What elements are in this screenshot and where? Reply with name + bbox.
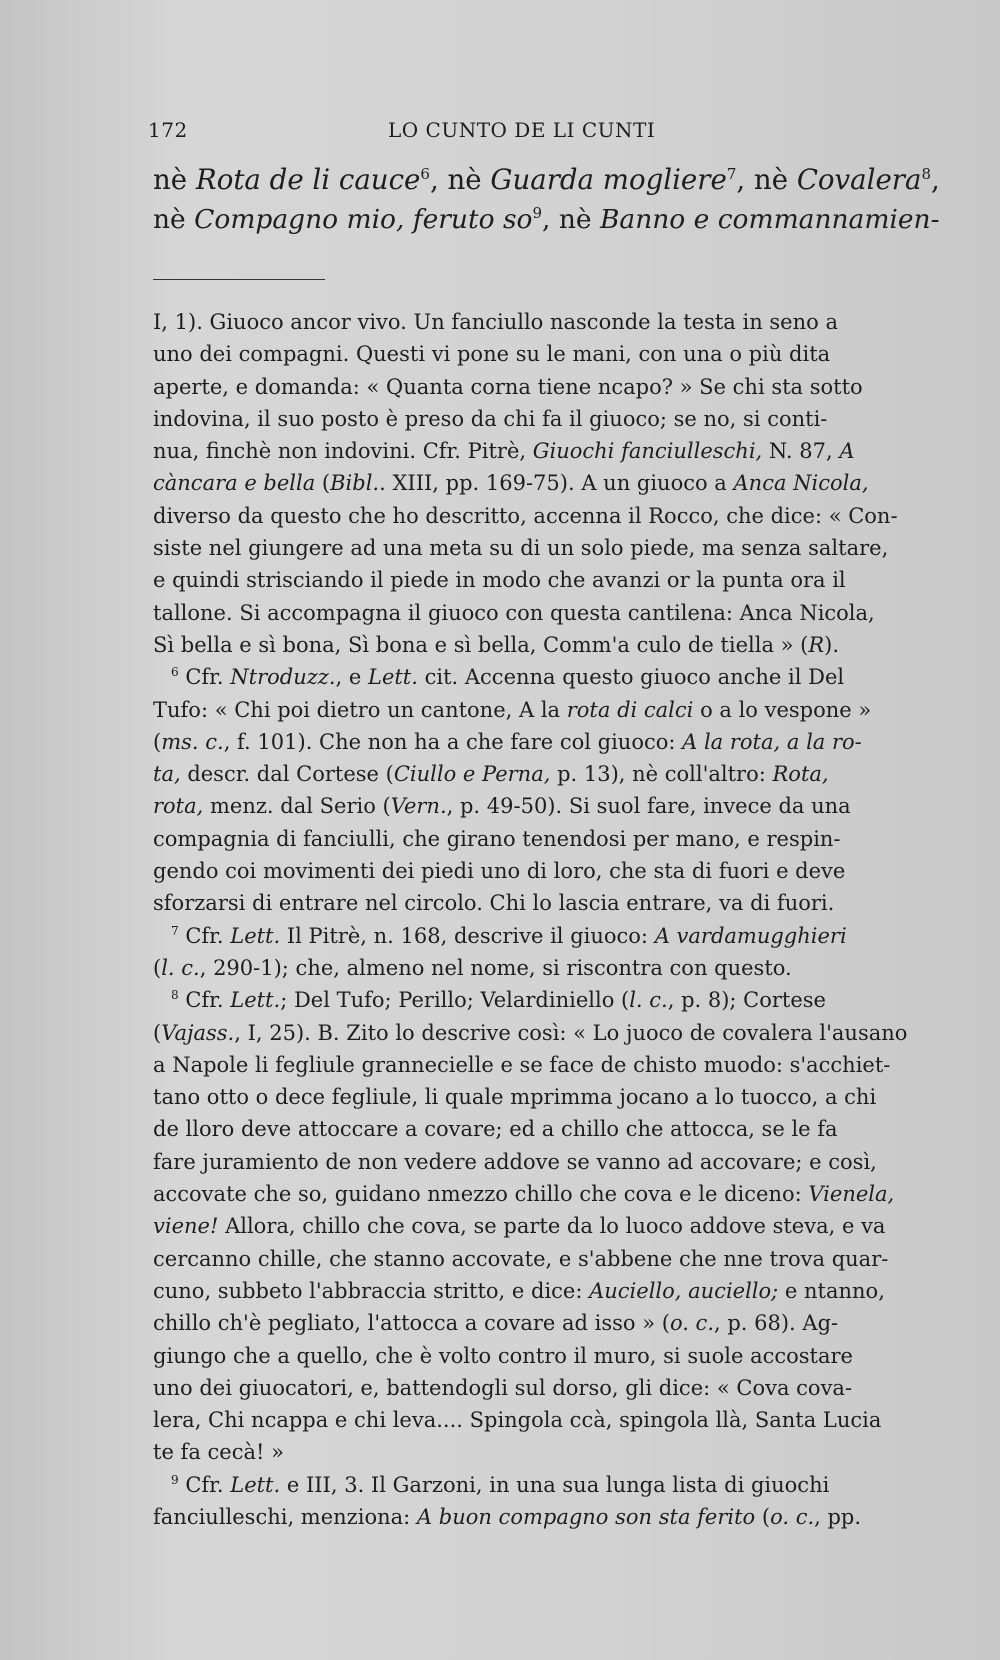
- footnote-line: gendo coi movimenti dei piedi uno di loro, che sta di fuori e deve: [153, 859, 846, 884]
- footnote-9: $^9$ Cfr. Lett. e III, 3. Il Garzoni, in una sua lunga lista di giuochi: [171, 1472, 830, 1497]
- footnote-mark: 7: [171, 923, 179, 938]
- footnote-line: nua, finchè non indovini. Cfr. Pitrè, Giuochi fanciulleschi, N. 87, A: [153, 439, 855, 464]
- main-text: [153, 160, 943, 240]
- footnote-line: uno dei giuocatori, e, battendogli sul dorso, gli dice: « Cova cova-: [153, 1375, 853, 1400]
- footnote-ref: 9: [532, 204, 543, 223]
- footnote-line: fanciulleschi, menziona: A buon compagno son sta ferito (o. c., pp.: [153, 1504, 862, 1529]
- footnote-mark: 8: [171, 988, 179, 1003]
- footnote-line: te fa cecà! »: [153, 1440, 284, 1465]
- footnote-line: (Vajass., I, 25). B. Zito lo descrive così: « Lo juoco de covalera l'ausano: [153, 1020, 908, 1045]
- footnote-ref: 6: [420, 164, 430, 183]
- running-title: LO CUNTO DE LI CUNTI: [388, 118, 656, 142]
- footnote-line: (ms. c., f. 101). Che non ha a che fare col giuoco: A la rota, a la ro-: [153, 729, 862, 754]
- footnote-6: $^6$ Cfr. Ntroduzz., e Lett. cit. Accenna questo giuoco anche il Del: [171, 665, 845, 690]
- footnote-line: fare juramiento de non vedere addove se vanno ad accovare; e così,: [153, 1149, 877, 1174]
- footnote-7: $^7$ Cfr. Lett. Il Pitrè, n. 168, descrive il giuoco: A vardamugghieri: [171, 923, 847, 948]
- footnote-line: tallone. Si accompagna il giuoco con questa cantilena: Anca Nicola,: [153, 600, 875, 625]
- footnote-mark: 6: [171, 665, 179, 680]
- footnote-line: de lloro deve attoccare a covare; ed a chillo che attocca, se le fa: [153, 1117, 838, 1142]
- footnote-line: indovina, il suo posto è preso da chi fa il giuoco; se no, si conti-: [153, 406, 828, 431]
- page-header: [148, 118, 708, 148]
- footnote-line: diverso da questo che ho descritto, accenna il Rocco, che dice: « Con-: [153, 503, 898, 528]
- footnote-line: lera, Chi ncappa e chi leva.... Spingola ccà, spingola llà, Santa Lucia: [153, 1408, 882, 1433]
- footnote-line: Tufo: « Chi poi dietro un cantone, A la rota di calci o a lo vespone »: [153, 697, 872, 722]
- footnote-line: rota, menz. dal Serio (Vern., p. 49-50). Si suol fare, invece da una: [153, 794, 851, 819]
- footnote-line: tano otto o dece fegliule, li quale mprimma jocano a lo tuocco, a chi: [153, 1085, 877, 1110]
- footnote-line: e quindi strisciando il piede in modo che avanzi or la punta ora il: [153, 568, 846, 593]
- footnote-line: I, 1). Giuoco ancor vivo. Un fanciullo nasconde la testa in seno a: [153, 310, 838, 334]
- footnote-line: chillo ch'è pegliato, l'attocca a covare ad isso » (o. c., p. 68). Ag-: [153, 1311, 839, 1336]
- footnote-line: accovate che so, guidano nmezzo chillo che cova e le diceno: Vienela,: [153, 1182, 895, 1207]
- footnote-line: uno dei compagni. Questi vi pone su le mani, con una o più dita: [153, 342, 831, 367]
- footnote-line: cuno, subbeto l'abbraccia stritto, e dice: Auciello, auciello; e ntanno,: [153, 1278, 885, 1303]
- footnote-line: Sì bella e sì bona, Sì bona e sì bella, Comm'a culo de tiella » (R).: [153, 632, 840, 657]
- footnote-ref: 8: [921, 164, 931, 183]
- footnote-line: giungo che a quello, che è volto contro il muro, si suole accostare: [153, 1343, 853, 1368]
- footnote-line: compagnia di fanciulli, che girano tenendosi per mano, e respin-: [153, 826, 841, 851]
- footnote-line: ta, descr. dal Cortese (Ciullo e Perna, p. 13), nè coll'altro: Rota,: [153, 762, 829, 787]
- footnote-line: sforzarsi di entrare nel circolo. Chi lo lascia entrare, va di fuori.: [153, 891, 835, 916]
- footnote-8: $^8$ Cfr. Lett.; Del Tufo; Perillo; Velardiniello (l. c., p. 8); Cortese: [171, 988, 826, 1013]
- footnote-line: cercanno chille, che stanno accovate, e s'abbene che nne trova quar-: [153, 1246, 889, 1271]
- footnote-line: aperte, e domanda: « Quanta corna tiene ncapo? » Se chi sta sotto: [153, 374, 863, 399]
- footnote-divider: [153, 279, 325, 280]
- footnote-mark: 9: [171, 1472, 179, 1487]
- footnote-line: càncara e bella (Bibl.. XIII, pp. 169-75). A un giuoco a Anca Nicola,: [153, 471, 869, 496]
- footnote-line: siste nel giungere ad una meta su di un solo piede, ma senza saltare,: [153, 536, 889, 561]
- footnote-line: viene! Allora, chillo che cova, se parte da lo luoco addove steva, e va: [153, 1214, 886, 1239]
- main-line: nè Compagno mio, feruto $so^9$, nè Banno e commannamien-: [153, 204, 940, 235]
- page-number: 172: [148, 118, 188, 142]
- footnotes: [153, 306, 943, 1533]
- main-line: nè Rota de li cauce$^6$, nè Guarda mogliere$^7$, nè Covalera$^8$,: [153, 163, 940, 196]
- footnote-ref: 7: [726, 164, 737, 183]
- footnote-line: a Napole li fegliule grannecielle e se face de chisto muodo: s'acchiet-: [153, 1052, 891, 1077]
- footnote-line: (l. c., 290-1); che, almeno nel nome, si riscontra con questo.: [153, 955, 792, 980]
